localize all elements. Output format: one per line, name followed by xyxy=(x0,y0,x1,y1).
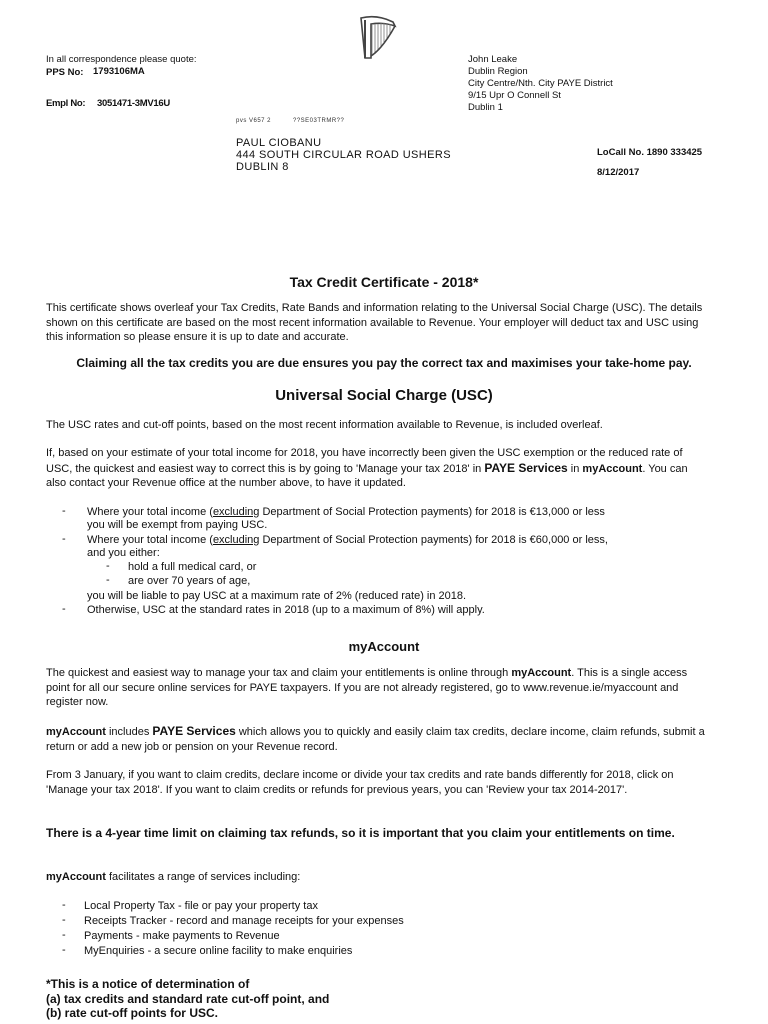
notice-line-3: (b) rate cut-off points for USC. xyxy=(46,1006,218,1020)
usc-bullet-2-tail: you will be liable to pay USC at a maximum rate of 2% (reduced rate) in 2018. xyxy=(87,590,467,602)
usc-sub-bullet-2: are over 70 years of age, xyxy=(128,575,251,587)
quote-label: In all correspondence please quote: xyxy=(46,54,197,65)
usc-paragraph-1: The USC rates and cut-off points, based on the most recent information available to Revenue, is included overleaf. xyxy=(46,419,603,431)
notice-line-1: *This is a notice of determination of xyxy=(46,977,250,991)
usc-b1-text-b: Department of Social Protection payments) for 2018 is €13,000 or less xyxy=(259,506,605,518)
employer-value: 3051471-3MV16U xyxy=(97,98,170,109)
page-title: Tax Credit Certificate - 2018* xyxy=(289,274,479,290)
usc-b2-text-b: Department of Social Protection payments) for 2018 is €60,000 or less, xyxy=(259,534,608,546)
myaccount-heading: myAccount xyxy=(348,639,420,654)
recipient-name: PAUL CIOBANU xyxy=(236,137,322,149)
ref-code-b: ??SE03TRMR?? xyxy=(293,118,345,124)
time-limit-notice: There is a 4-year time limit on claiming tax refunds, so it is important that you claim your entitlements on time. xyxy=(46,826,675,840)
service-item: Receipts Tracker - record and manage receipts for your expenses xyxy=(84,915,404,927)
myaccount-p1-text-b: . This is a single access point for all our secure online services for PAYE taxpayers. If you are not already registered, go to www.revenue.ie/myaccount and register now. xyxy=(46,667,688,708)
sender-name: John Leake xyxy=(468,54,518,65)
service-item: Payments - make payments to Revenue xyxy=(84,930,280,942)
intro-paragraph: This certificate shows overleaf your Tax Credits, Rate Bands and information relating to the Universal Social Charge (USC). The details shown on this certificate are based on the most recent information available to Revenue. Your employer will deduct tax and USC using this information so please ensure it is up to date and accurate. xyxy=(46,302,703,343)
usc-b1-text-a: Where your total income ( xyxy=(87,506,213,518)
recipient-city: DUBLIN 8 xyxy=(236,161,289,173)
myaccount-brand: myAccount xyxy=(511,667,572,679)
bullet-dash: - xyxy=(62,899,66,911)
sub-bullet-dash: - xyxy=(106,574,110,586)
excluding-underlined: excluding xyxy=(212,506,260,518)
usc-heading: Universal Social Charge (USC) xyxy=(275,387,493,404)
locall-number: LoCall No. 1890 333425 xyxy=(597,147,703,158)
notice-line-2: (a) tax credits and standard rate cut-off point, and xyxy=(46,992,330,1006)
sender-city: Dublin 1 xyxy=(468,102,503,113)
sub-bullet-dash: - xyxy=(106,560,110,572)
myaccount-p4-text: facilitates a range of services including: xyxy=(105,871,301,883)
bullet-dash: - xyxy=(62,929,66,941)
usc-p2-text-c: . You can also contact your Revenue office at the number above, to have it updated. xyxy=(46,462,688,489)
usc-bullet-2 xyxy=(87,533,608,548)
service-item: MyEnquiries - a secure online facility to make enquiries xyxy=(84,945,353,957)
myaccount-p2-text-a: includes xyxy=(105,726,153,738)
usc-bullet-1-cont: you will be exempt from paying USC. xyxy=(87,519,268,531)
harp-emblem-icon xyxy=(353,12,403,62)
bullet-dash: - xyxy=(62,944,66,956)
recipient-street: 444 SOUTH CIRCULAR ROAD USHERS xyxy=(236,149,451,161)
usc-p2-text-a: If, based on your estimate of your total income for 2018, you have incorrectly been given the USC exemption or the reduced rate of USC, the quickest and easiest way to correct this is by going to 'Manage your tax 2018' in xyxy=(46,447,683,475)
paye-services-brand: PAYE Services xyxy=(152,724,236,738)
pps-label: PPS No: xyxy=(46,67,84,78)
myaccount-brand: myAccount xyxy=(46,726,106,738)
pps-value: 1793106MA xyxy=(93,66,145,77)
myaccount-paragraph-1 xyxy=(46,666,708,710)
paye-services-brand: PAYE Services xyxy=(484,460,568,475)
ref-code-a: pvs V657 2 xyxy=(236,118,272,124)
myaccount-paragraph-3: From 3 January, if you want to claim credits, declare income or divide your tax credits and rate bands differently for 2018, click on 'Manage your tax 2018'. If you want to claim credits or refunds for previous years, you can 'Review your tax 2014-2017'. xyxy=(46,769,674,796)
myaccount-brand: myAccount xyxy=(582,462,643,475)
myaccount-brand: myAccount xyxy=(46,871,106,883)
employer-label: Empl No: xyxy=(46,98,86,109)
sender-street: 9/15 Upr O Connell St xyxy=(468,90,561,101)
myaccount-paragraph-2 xyxy=(46,724,708,754)
sender-district: City Centre/Nth. City PAYE District xyxy=(468,78,613,89)
usc-b2-text-a: Where your total income ( xyxy=(87,534,213,546)
bullet-dash: - xyxy=(62,505,66,517)
bullet-dash: - xyxy=(62,533,66,545)
usc-bullet-3: Otherwise, USC at the standard rates in 2018 (up to a maximum of 8%) will apply. xyxy=(87,604,485,616)
myaccount-p2-text-b: which allows you to quickly and easily claim tax credits, declare income, claim refunds, submit a return or add a new job or pension on your Revenue record. xyxy=(46,726,705,753)
usc-sub-bullet-1: hold a full medical card, or xyxy=(128,561,257,573)
usc-p2-text-b: in xyxy=(567,462,583,475)
letter-date: 8/12/2017 xyxy=(597,167,640,178)
usc-paragraph-2 xyxy=(46,446,708,491)
service-item: Local Property Tax - file or pay your property tax xyxy=(84,900,318,912)
excluding-underlined: excluding xyxy=(212,534,260,546)
bullet-dash: - xyxy=(62,914,66,926)
sender-region: Dublin Region xyxy=(468,66,528,77)
claim-line: Claiming all the tax credits you are due ensures you pay the correct tax and maximises your take-home pay. xyxy=(76,356,692,370)
usc-bullet-2-cont: and you either: xyxy=(87,547,160,559)
bullet-dash: - xyxy=(62,603,66,615)
myaccount-p1-text-a: The quickest and easiest way to manage your tax and claim your entitlements is online through xyxy=(46,667,512,679)
myaccount-paragraph-4 xyxy=(46,870,708,885)
